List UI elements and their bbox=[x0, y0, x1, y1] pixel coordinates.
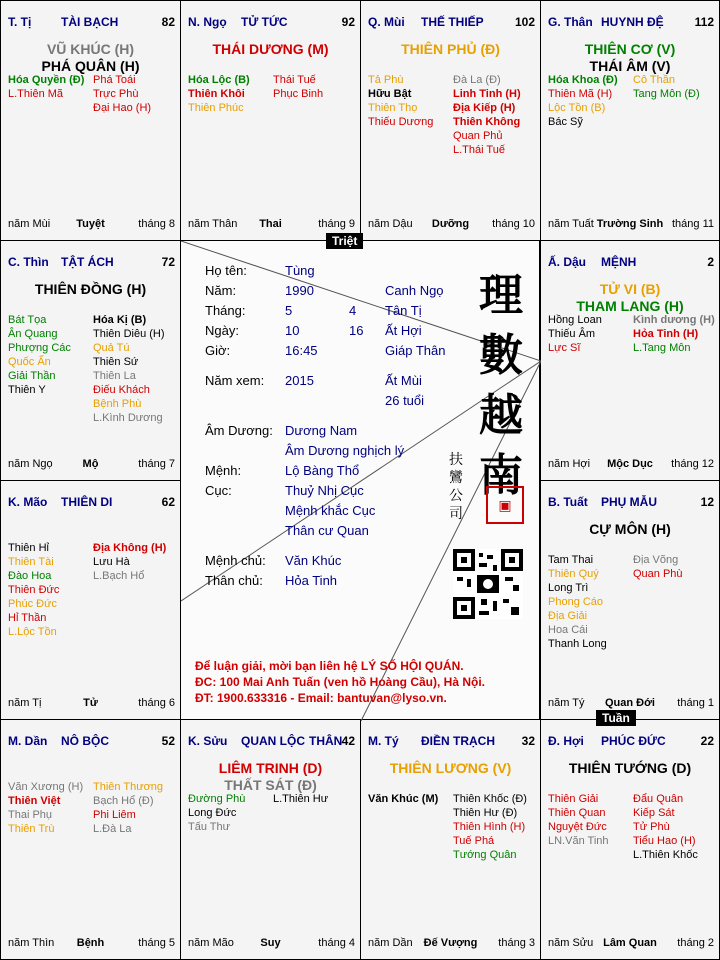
minor-star: Thiếu Âm bbox=[548, 328, 596, 340]
minor-star: Thiên Phúc bbox=[188, 102, 244, 114]
day-value: 10 bbox=[285, 323, 300, 338]
amduong-label: Âm Dương: bbox=[205, 423, 273, 438]
contact-line-2: ĐC: 100 Mai Anh Tuấn (ven hồ Hoàng Cầu), Hà Nội. bbox=[195, 675, 486, 689]
minor-star: Thanh Long bbox=[548, 638, 607, 650]
main-stars bbox=[1, 281, 180, 298]
red-stamp: ▣ bbox=[486, 486, 524, 524]
palace-branch: N. Ngọ bbox=[188, 15, 227, 29]
palace-footer bbox=[541, 697, 719, 711]
month-value: 5 bbox=[285, 303, 293, 318]
palace-stage: Mộc Dục bbox=[607, 458, 653, 470]
palace-huynh-de[interactable] bbox=[540, 0, 720, 241]
minor-stars-right bbox=[93, 541, 166, 583]
palace-year: năm Tý bbox=[548, 697, 585, 709]
minor-star: Phượng Các bbox=[8, 342, 71, 354]
palace-name: TỬ TỨC bbox=[241, 15, 288, 29]
seal-char-1: 理 bbox=[479, 270, 523, 321]
palace-footer bbox=[181, 937, 360, 951]
palace-footer bbox=[541, 937, 719, 951]
palace-footer bbox=[1, 458, 180, 472]
menh-value: Lộ Bàng Thổ bbox=[285, 463, 360, 478]
palace-year: năm Mão bbox=[188, 937, 234, 949]
palace-number: 2 bbox=[707, 255, 714, 269]
contact-block bbox=[195, 658, 485, 706]
menh-chu-value: Văn Khúc bbox=[285, 553, 342, 568]
minor-star: Quả Tú bbox=[93, 342, 130, 354]
minor-star: Lực Sĩ bbox=[548, 342, 581, 354]
main-stars bbox=[1, 41, 180, 75]
minor-star: L.Thiên Khốc bbox=[633, 849, 698, 861]
palace-month: tháng 6 bbox=[138, 697, 175, 709]
palace-number: 92 bbox=[341, 15, 355, 29]
triet-marker: Triệt bbox=[326, 233, 363, 249]
palace-stage: Quan Đới bbox=[605, 697, 655, 709]
minor-star: Tấu Thư bbox=[188, 821, 231, 833]
palace-stage: Mộ bbox=[82, 458, 99, 470]
minor-stars-left bbox=[368, 792, 438, 806]
minor-star: Thai Phụ bbox=[8, 809, 53, 821]
palace-month: tháng 3 bbox=[498, 937, 535, 949]
than-marker: THÂN bbox=[309, 734, 343, 748]
palace-branch: M. Tý bbox=[368, 734, 399, 748]
minor-stars-left bbox=[548, 792, 609, 848]
minor-stars-left bbox=[8, 780, 83, 836]
main-star: LIÊM TRINH (D) bbox=[218, 760, 323, 776]
main-star: THÁI ÂM (V) bbox=[589, 58, 671, 74]
palace-stage: Đế Vượng bbox=[423, 937, 478, 949]
palace-month: tháng 4 bbox=[318, 937, 355, 949]
minor-stars-right bbox=[453, 792, 527, 862]
minor-star: Thiên Thương bbox=[93, 781, 164, 793]
minor-star: Hóa Quyền (Đ) bbox=[8, 74, 85, 86]
minor-star: Thiên Không bbox=[453, 116, 521, 128]
palace-footer bbox=[181, 218, 360, 232]
palace-footer bbox=[541, 458, 719, 472]
palace-month: tháng 11 bbox=[671, 218, 714, 230]
palace-number: 112 bbox=[694, 15, 714, 29]
minor-star: Thiên Tài bbox=[8, 556, 54, 568]
minor-star: Phi Liêm bbox=[93, 809, 136, 821]
minor-star: Hoa Cái bbox=[548, 624, 588, 636]
minor-star: Đường Phù bbox=[188, 793, 246, 805]
minor-star: Thiên Hỉ bbox=[8, 542, 49, 554]
day-canchi: Ất Hợi bbox=[385, 323, 422, 338]
minor-star: Điếu Khách bbox=[93, 384, 150, 396]
palace-month: tháng 2 bbox=[677, 937, 714, 949]
main-star: THAM LANG (H) bbox=[576, 298, 684, 314]
day-lunar: 16 bbox=[349, 323, 364, 338]
main-star: VŨ KHÚC (H) bbox=[46, 41, 135, 57]
palace-year: năm Mùi bbox=[8, 218, 51, 230]
palace-footer bbox=[361, 937, 540, 951]
minor-star: LN.Văn Tinh bbox=[548, 835, 609, 847]
palace-name: HUYNH ĐỆ bbox=[601, 15, 664, 29]
minor-star: Bạch Hổ (Đ) bbox=[93, 795, 154, 807]
minor-stars-left bbox=[188, 73, 250, 115]
palace-branch: Đ. Hợi bbox=[548, 734, 584, 748]
main-stars bbox=[541, 760, 719, 777]
minor-star: Địa Võng bbox=[633, 554, 679, 566]
minor-star: Địa Giải bbox=[548, 610, 588, 622]
minor-star: Tướng Quân bbox=[453, 849, 517, 861]
palace-number: 102 bbox=[514, 15, 535, 29]
minor-stars-right bbox=[273, 73, 323, 101]
palace-stage: Lâm Quan bbox=[603, 937, 657, 949]
minor-star: Giải Thần bbox=[8, 370, 56, 382]
palace-stage: Bệnh bbox=[76, 937, 105, 949]
minor-star: Đẩu Quân bbox=[633, 793, 684, 805]
amduong-note: Âm Dương nghịch lý bbox=[285, 443, 405, 458]
palace-stage: Tuyệt bbox=[76, 218, 105, 230]
palace-name: THẾ THIẾP bbox=[421, 15, 484, 29]
main-star: THIÊN TƯỚNG (D) bbox=[568, 760, 692, 776]
minor-star: Cô Thần bbox=[633, 74, 675, 86]
minor-star: L.Đà La bbox=[93, 823, 132, 835]
minor-star: Hóa Khoa (Đ) bbox=[548, 74, 618, 86]
center-info-panel bbox=[180, 240, 540, 720]
palace-branch: T. Tị bbox=[8, 15, 32, 29]
hour-label: Giờ: bbox=[205, 343, 231, 358]
palace-menh[interactable] bbox=[540, 240, 720, 481]
palace-branch: K. Sửu bbox=[188, 734, 228, 748]
palace-thien-di[interactable] bbox=[0, 480, 181, 720]
minor-stars-right bbox=[93, 313, 165, 425]
palace-phu-mau[interactable] bbox=[540, 480, 720, 720]
main-star: CỰ MÔN (H) bbox=[589, 521, 671, 537]
palace-branch: C. Thìn bbox=[8, 255, 49, 269]
minor-star: Văn Xương (H) bbox=[8, 781, 84, 793]
main-stars bbox=[361, 760, 540, 777]
contact-line-3[interactable]: ĐT: 1900.633316 - Email: bantuvan@lyso.vn. bbox=[195, 691, 447, 705]
minor-star: Tuế Phá bbox=[453, 835, 495, 847]
minor-star: Long Đức bbox=[188, 807, 237, 819]
minor-star: Đào Hoa bbox=[8, 570, 52, 582]
palace-month: tháng 1 bbox=[677, 697, 714, 709]
palace-stage: Tử bbox=[83, 697, 98, 709]
main-stars bbox=[541, 521, 719, 538]
palace-month: tháng 7 bbox=[138, 458, 175, 470]
cuc-relation: Mệnh khắc Cục bbox=[285, 503, 376, 518]
palace-month: tháng 12 bbox=[671, 458, 714, 470]
palace-no-boc[interactable] bbox=[0, 719, 181, 960]
minor-star: Tam Thai bbox=[548, 554, 594, 566]
palace-tat-ach[interactable] bbox=[0, 240, 181, 481]
palace-year: năm Sửu bbox=[548, 937, 594, 949]
minor-star: Tử Phù bbox=[633, 821, 670, 833]
minor-star: Hồng Loan bbox=[548, 314, 602, 326]
palace-quan-loc[interactable] bbox=[180, 719, 361, 960]
palace-branch: M. Dần bbox=[8, 734, 48, 748]
qr-code-icon[interactable] bbox=[453, 549, 523, 619]
palace-name: PHỤ MẪU bbox=[601, 495, 657, 509]
minor-stars-right bbox=[273, 792, 328, 806]
palace-phuc-duc[interactable] bbox=[540, 719, 720, 960]
minor-star: Thiên Quý bbox=[548, 568, 599, 580]
menh-label: Mệnh: bbox=[205, 463, 242, 478]
minor-star: Thiên Trù bbox=[8, 823, 55, 835]
minor-stars-left bbox=[8, 73, 84, 101]
seal-char-2: 數 bbox=[479, 330, 523, 381]
palace-year: năm Ngọ bbox=[8, 458, 53, 470]
palace-tu-tuc[interactable] bbox=[180, 0, 361, 241]
age-value: 26 tuổi bbox=[385, 393, 425, 408]
palace-name: MỆNH bbox=[601, 255, 637, 269]
minor-stars-left bbox=[548, 73, 618, 129]
palace-number: 62 bbox=[161, 495, 175, 509]
palace-month: tháng 5 bbox=[138, 937, 175, 949]
cuc-value: Thuỷ Nhị Cục bbox=[285, 483, 364, 498]
main-star: THIÊN PHỦ (Đ) bbox=[401, 41, 500, 57]
palace-name: QUAN LỘC bbox=[241, 734, 305, 748]
minor-star: Hóa Kị (B) bbox=[93, 314, 147, 326]
palace-name: THIÊN DI bbox=[61, 495, 113, 509]
palace-stage: Dưỡng bbox=[431, 218, 470, 230]
palace-footer bbox=[361, 218, 540, 232]
minor-star: Thiên Y bbox=[8, 384, 46, 396]
palace-name: TẬT ÁCH bbox=[61, 255, 114, 269]
month-lunar: 4 bbox=[349, 303, 357, 318]
year-canchi: Canh Ngọ bbox=[385, 283, 444, 298]
palace-month: tháng 8 bbox=[138, 218, 175, 230]
minor-star: Ân Quang bbox=[8, 328, 58, 340]
seal-char-3: 越 bbox=[479, 390, 523, 441]
palace-number: 32 bbox=[521, 734, 535, 748]
minor-star: Thiên Quan bbox=[548, 807, 606, 819]
palace-year: năm Dần bbox=[368, 937, 413, 949]
minor-star: Quốc Ấn bbox=[8, 356, 51, 368]
minor-stars-left bbox=[368, 73, 433, 129]
minor-star: Tang Môn (Đ) bbox=[633, 88, 700, 100]
palace-footer bbox=[1, 937, 180, 951]
minor-star: Tả Phù bbox=[368, 74, 404, 86]
minor-stars-left bbox=[8, 313, 71, 397]
hour-value: 16:45 bbox=[285, 343, 318, 358]
than-chu-value: Hỏa Tinh bbox=[285, 573, 338, 588]
palace-stage: Thai bbox=[259, 218, 282, 230]
minor-star: Thiên Khốc (Đ) bbox=[453, 793, 527, 805]
cuc-label: Cục: bbox=[205, 483, 232, 498]
main-star: THIÊN ĐỒNG (H) bbox=[34, 281, 147, 297]
minor-star: L.Kình Dương bbox=[93, 412, 163, 424]
palace-tai-bach[interactable] bbox=[0, 0, 181, 241]
palace-number: 22 bbox=[700, 734, 714, 748]
main-star: THÁI DƯƠNG (M) bbox=[212, 41, 329, 57]
palace-year: năm Hợi bbox=[548, 458, 591, 470]
minor-star: Thiên Hình (H) bbox=[453, 821, 526, 833]
palace-number: 82 bbox=[161, 15, 175, 29]
palace-stage: Trường Sinh bbox=[596, 218, 664, 230]
minor-star: Phúc Đức bbox=[8, 598, 57, 610]
menh-chu-label: Mệnh chủ: bbox=[205, 553, 266, 568]
palace-branch: G. Thân bbox=[548, 15, 593, 29]
minor-star: Long Trì bbox=[548, 582, 589, 594]
minor-stars-right bbox=[633, 73, 700, 101]
minor-stars-right bbox=[633, 313, 715, 355]
palace-year: năm Thân bbox=[188, 218, 238, 230]
minor-star: L.Lộc Tồn bbox=[8, 626, 57, 638]
minor-star: Thiên Khôi bbox=[188, 88, 245, 100]
minor-star: Địa Kiếp (H) bbox=[453, 102, 516, 114]
minor-star: Thiên Thọ bbox=[368, 102, 418, 114]
minor-stars-right bbox=[453, 73, 521, 157]
minor-star: Địa Không (H) bbox=[93, 542, 167, 554]
year-value: 1990 bbox=[285, 283, 314, 298]
minor-star: Thiên Đức bbox=[8, 584, 60, 596]
name-value: Tùng bbox=[285, 263, 315, 278]
palace-year: năm Thìn bbox=[8, 937, 55, 949]
seal-side-text: 扶鸞公司 bbox=[449, 452, 463, 522]
day-label: Ngày: bbox=[205, 323, 239, 338]
minor-star: Tiểu Hao (H) bbox=[633, 835, 696, 847]
minor-star: Thái Tuế bbox=[273, 74, 316, 86]
minor-star: Thiên Diêu (H) bbox=[93, 328, 165, 340]
palace-branch: Ấ. Dậu bbox=[548, 255, 587, 269]
palace-name: NÔ BỘC bbox=[61, 734, 109, 748]
minor-stars-right bbox=[93, 73, 151, 115]
palace-year: năm Tị bbox=[8, 697, 42, 709]
minor-star: Thiên La bbox=[93, 370, 136, 382]
minor-star: L.Bạch Hổ bbox=[93, 570, 145, 582]
main-stars bbox=[181, 760, 360, 794]
minor-star: Trực Phù bbox=[93, 88, 139, 100]
minor-stars-left bbox=[548, 553, 607, 651]
minor-star: L.Thiên Hư bbox=[273, 793, 329, 805]
minor-star: Lộc Tồn (B) bbox=[548, 102, 606, 114]
main-star: THIÊN LƯƠNG (V) bbox=[389, 760, 512, 776]
view-year-label: Năm xem: bbox=[205, 373, 265, 388]
minor-stars-right bbox=[633, 553, 683, 581]
minor-star: Hữu Bật bbox=[368, 88, 412, 100]
minor-star: Hỏa Tinh (H) bbox=[633, 328, 699, 340]
minor-star: Thiên Hư (Đ) bbox=[453, 807, 518, 819]
minor-star: Bác Sỹ bbox=[548, 116, 583, 128]
minor-star: Linh Tinh (H) bbox=[453, 88, 521, 100]
palace-dien-trach[interactable] bbox=[360, 719, 541, 960]
palace-month: tháng 10 bbox=[492, 218, 535, 230]
minor-stars-left bbox=[8, 541, 59, 639]
main-stars bbox=[181, 41, 360, 58]
palace-number: 12 bbox=[700, 495, 714, 509]
minor-stars-left bbox=[188, 792, 245, 834]
seal-char-4: 南 bbox=[479, 450, 523, 501]
hour-canchi: Giáp Thân bbox=[385, 343, 446, 358]
minor-star: Phá Toái bbox=[93, 74, 136, 86]
minor-star: L.Tang Môn bbox=[633, 342, 691, 354]
minor-star: Thiếu Dương bbox=[368, 116, 434, 128]
than-position: Thân cư Quan bbox=[285, 523, 369, 538]
minor-star: Bát Tọa bbox=[8, 314, 47, 326]
minor-star: Lưu Hà bbox=[93, 556, 130, 568]
month-label: Tháng: bbox=[205, 303, 246, 318]
minor-star: L.Thái Tuế bbox=[453, 144, 505, 156]
main-stars bbox=[361, 41, 540, 58]
minor-star: Bệnh Phù bbox=[93, 398, 142, 410]
amduong-value: Dương Nam bbox=[285, 423, 358, 438]
minor-star: Hỉ Thần bbox=[8, 612, 47, 624]
palace-name: TÀI BẠCH bbox=[61, 15, 119, 29]
main-star: THIÊN CƠ (V) bbox=[584, 41, 676, 57]
palace-footer bbox=[1, 697, 180, 711]
contact-line-1: Để luận giải, mời bạn liên hệ LÝ SỐ HỘI QUÁN. bbox=[195, 659, 464, 673]
minor-star: Văn Khúc (M) bbox=[368, 793, 439, 805]
main-star: TỬ VI (B) bbox=[599, 281, 661, 297]
palace-the-thiep[interactable] bbox=[360, 0, 541, 241]
palace-year: năm Tuất bbox=[548, 218, 594, 230]
minor-star: Hóa Lộc (B) bbox=[188, 74, 250, 86]
minor-star: Kình dương (H) bbox=[633, 314, 715, 326]
palace-year: năm Dậu bbox=[368, 218, 413, 230]
palace-number: 72 bbox=[161, 255, 175, 269]
palace-month: tháng 9 bbox=[318, 218, 355, 230]
main-stars bbox=[541, 41, 719, 75]
year-label: Năm: bbox=[205, 283, 237, 298]
minor-star: Nguyệt Đức bbox=[548, 821, 607, 833]
palace-branch: B. Tuất bbox=[548, 495, 588, 509]
minor-stars-right bbox=[93, 780, 163, 836]
minor-star: Thiên Mã (H) bbox=[548, 88, 613, 100]
minor-star: L.Thiên Mã bbox=[8, 88, 64, 100]
minor-star: Thiên Việt bbox=[8, 795, 61, 807]
minor-star: Đại Hao (H) bbox=[93, 102, 152, 114]
minor-star: Kiếp Sát bbox=[633, 807, 675, 819]
minor-star: Phục Binh bbox=[273, 88, 324, 100]
minor-star: Thiên Sứ bbox=[93, 356, 139, 368]
minor-stars-left bbox=[548, 313, 602, 355]
name-label: Họ tên: bbox=[205, 263, 247, 278]
minor-star: Quan Phủ bbox=[453, 130, 503, 142]
calligraphy-seal bbox=[471, 271, 531, 501]
main-star: PHÁ QUÂN (H) bbox=[41, 58, 140, 74]
palace-name: PHÚC ĐỨC bbox=[601, 734, 666, 748]
minor-star: Phong Cáo bbox=[548, 596, 604, 608]
palace-stage: Suy bbox=[260, 937, 281, 949]
main-stars bbox=[541, 281, 719, 315]
palace-branch: Q. Mùi bbox=[368, 15, 405, 29]
tuan-marker: Tuần bbox=[596, 710, 636, 726]
minor-star: Quan Phù bbox=[633, 568, 683, 580]
palace-number: 52 bbox=[161, 734, 175, 748]
palace-name: ĐIỀN TRẠCH bbox=[421, 734, 495, 748]
minor-star: Đà La (Đ) bbox=[453, 74, 501, 86]
than-chu-label: Thân chủ: bbox=[205, 573, 263, 588]
main-star: THẤT SÁT (Đ) bbox=[224, 777, 317, 793]
month-canchi: Tân Tị bbox=[385, 303, 422, 318]
palace-footer bbox=[1, 218, 180, 232]
palace-footer bbox=[541, 218, 719, 232]
minor-star: Thiên Giải bbox=[548, 793, 599, 805]
palace-number: 42 bbox=[341, 734, 355, 748]
view-year-value: 2015 bbox=[285, 373, 314, 388]
palace-branch: K. Mão bbox=[8, 495, 48, 509]
minor-stars-right bbox=[633, 792, 698, 862]
view-year-canchi: Ất Mùi bbox=[385, 373, 422, 388]
